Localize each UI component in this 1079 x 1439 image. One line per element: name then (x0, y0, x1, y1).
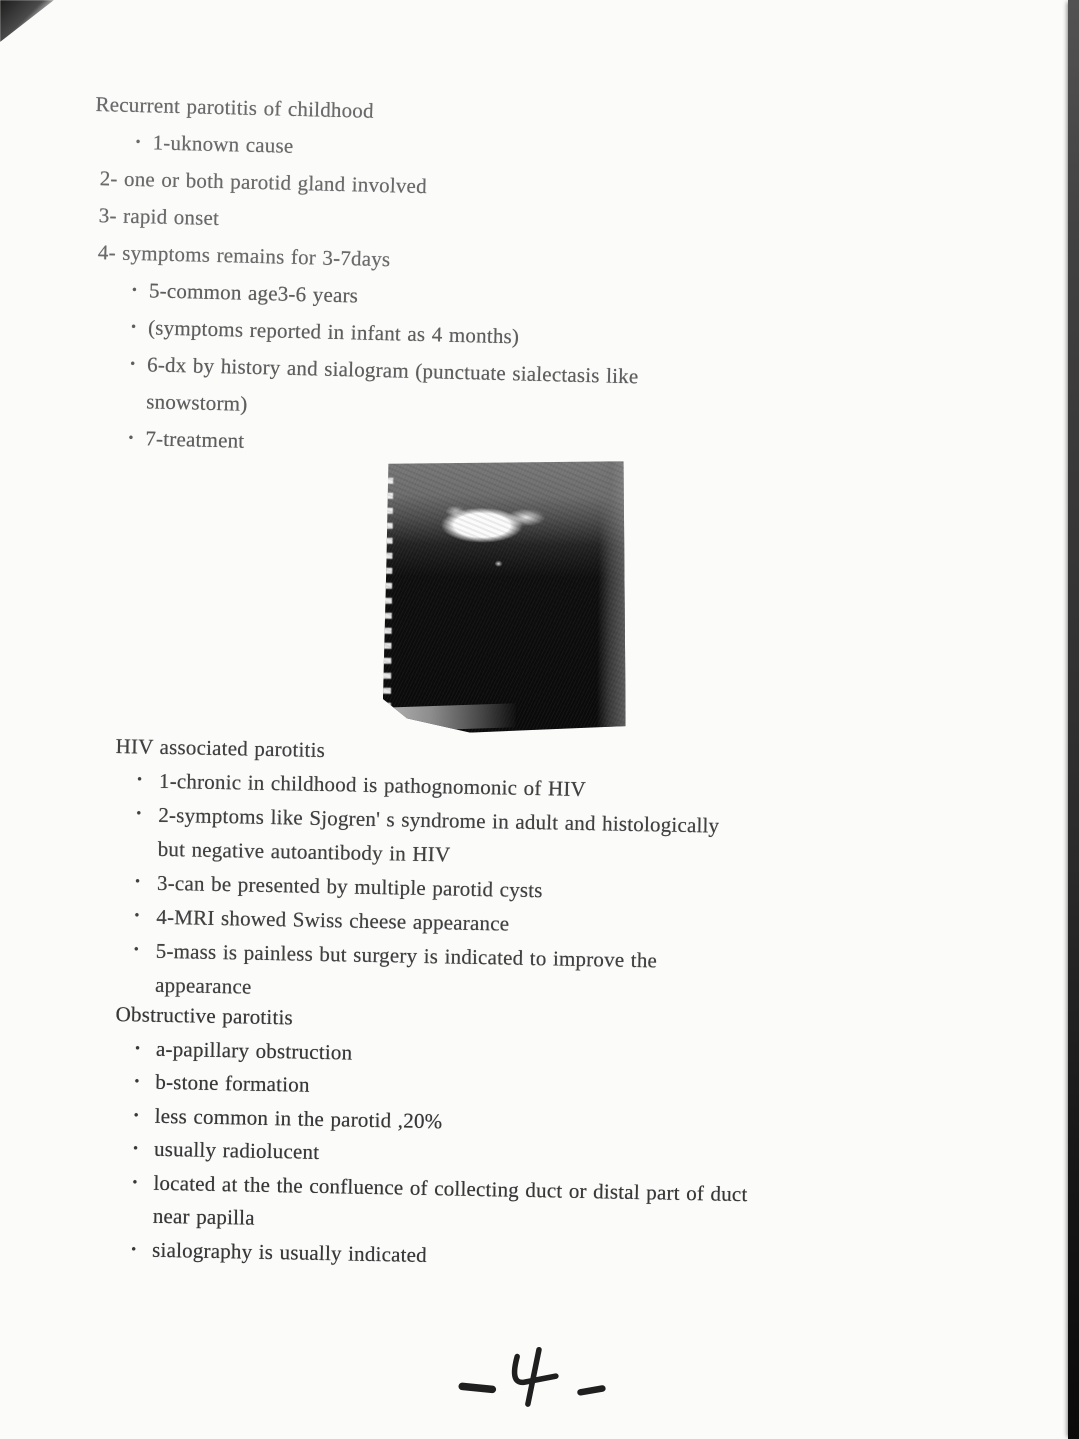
list-item (113, 797, 719, 877)
bullet-icon: • (134, 908, 140, 924)
bullet-icon: • (130, 356, 136, 373)
list-item (111, 1165, 747, 1244)
list-item-text (149, 272, 359, 314)
text-line: sialography is usually indicated (151, 1237, 428, 1267)
bullet-icon: • (133, 942, 140, 958)
text-line: 7-treatment (145, 426, 245, 453)
list-item-text (98, 197, 219, 237)
list-item-text (152, 1166, 747, 1244)
list-item (88, 345, 639, 432)
section-heading: Obstructive parotitis (115, 1001, 294, 1030)
list-item-text (156, 1032, 353, 1069)
text-line: 2- one or both parotid gland involved (99, 166, 428, 199)
text-line: 5-mass is painless but surgery is indicated to improve the (155, 938, 658, 973)
scanned-figure-photo (383, 459, 629, 735)
text-line: 6-dx by history and sialogram (punctuate sialectasis like (146, 352, 639, 389)
text-line: (symptoms reported in infant as 4 months) (147, 315, 520, 349)
list-item-text (152, 1233, 427, 1272)
text-line: but negative autoantibody in HIV (157, 836, 451, 867)
bullet-icon: • (133, 1107, 140, 1123)
scan-right-edge-shadow (1068, 0, 1079, 1439)
list-item-text (145, 420, 245, 459)
section-heading: Recurrent parotitis of childhood (95, 91, 375, 123)
handwritten-page-number-strokes (449, 1343, 613, 1415)
bullet-icon: • (131, 282, 138, 299)
bullet-icon: • (128, 430, 134, 447)
bullet-icon: • (136, 772, 143, 788)
section-obstructive-parotitis (111, 998, 751, 1278)
text-line: 1-uknown cause (152, 130, 294, 158)
figure-grain-texture (383, 459, 629, 735)
text-line: 5-common age3-6 years (148, 278, 359, 308)
text-line: 3-can be presented by multiple parotid cysts (156, 870, 543, 903)
text-line: 2-symptoms like Sjogren' s syndrome in adult and histologically (158, 802, 720, 838)
text-line: 1-chronic in childhood is pathognomonic of HIV (158, 768, 587, 802)
bullet-icon: • (135, 134, 141, 151)
bullet-icon: • (132, 1141, 139, 1157)
section-item-list (87, 123, 644, 469)
bullet-icon: • (132, 1174, 138, 1190)
text-line: less common in the parotid ,20% (154, 1103, 443, 1133)
scan-corner-fold-mark (0, 0, 54, 42)
text-line: 3- rapid onset (98, 203, 220, 231)
list-item-text (146, 346, 639, 432)
list-item-text (152, 124, 294, 164)
list-item-text (155, 1066, 310, 1102)
list-item-text (157, 798, 719, 877)
text-line: located at the the confluence of collecting duct or distal part of duct (153, 1170, 748, 1206)
text-line: a-papillary obstruction (155, 1036, 353, 1065)
section-item-list (111, 763, 720, 1013)
bullet-icon: • (134, 874, 141, 890)
text-line: b-stone formation (155, 1069, 310, 1097)
section-heading: HIV associated parotitis (115, 733, 326, 763)
text-line: 4-MRI showed Swiss cheese appearance (156, 904, 510, 936)
list-item-text (154, 1133, 320, 1170)
bullet-icon: • (130, 319, 137, 336)
bullet-icon: • (136, 806, 142, 822)
text-line: snowstorm) (146, 389, 248, 416)
section-hiv-parotitis (111, 729, 721, 1013)
text-line: 4- symptoms remains for 3-7days (97, 240, 391, 272)
text-line: near papilla (152, 1203, 255, 1230)
section-item-list (111, 1031, 751, 1278)
text-line: usually radiolucent (153, 1136, 320, 1164)
bullet-icon: • (131, 1241, 137, 1257)
text-line: appearance (154, 972, 252, 999)
list-item-text (154, 1099, 442, 1138)
handwritten-page-number (449, 1343, 613, 1415)
section-recurrent-parotitis (87, 86, 645, 469)
bullet-icon: • (134, 1040, 141, 1056)
bullet-icon: • (134, 1074, 140, 1090)
